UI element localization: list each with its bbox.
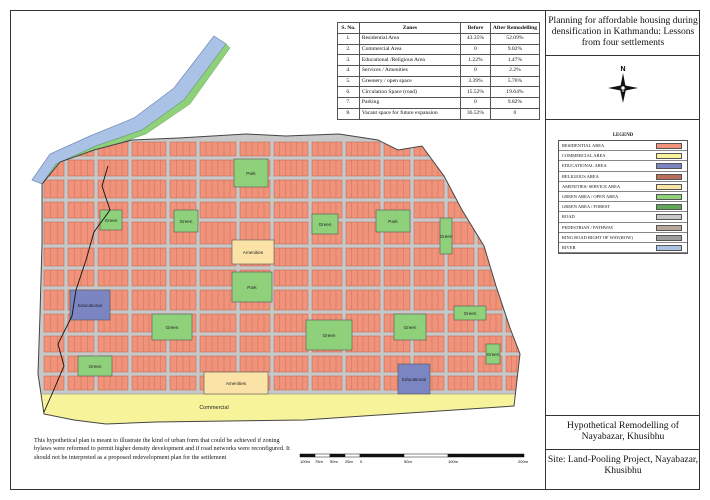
- legend-swatch: [656, 174, 682, 180]
- legend-label: RIVER: [562, 245, 576, 250]
- legend-row: [559, 233, 687, 243]
- zone-label: Green: [179, 219, 193, 224]
- table-cell: Residential Area: [359, 34, 460, 45]
- zone-label: Green: [486, 352, 500, 357]
- table-row: [338, 66, 540, 77]
- zone-label: Green: [318, 222, 332, 227]
- project-title: Planning for affordable housing during densification in Kathmandu: Lessons from four settlements: [546, 10, 700, 56]
- table-row: [338, 98, 540, 109]
- residential-block: [506, 160, 522, 176]
- legend-label: COMMERCIAL AREA: [562, 153, 606, 159]
- table-header: After Remodelling: [490, 23, 539, 34]
- table-row: [338, 108, 540, 119]
- residential-block: [478, 180, 502, 198]
- zone-label: Amenities: [225, 381, 247, 386]
- legend-label: EDUCATIONAL AREA: [562, 163, 607, 169]
- residential-block: [44, 290, 64, 310]
- table-cell: 7.: [338, 98, 360, 109]
- table-header: Before: [461, 23, 491, 34]
- scale-tick-label: 25m: [345, 459, 353, 464]
- table-cell: 0: [490, 108, 539, 119]
- legend-swatch: [656, 225, 682, 231]
- zone-label: Green: [403, 325, 417, 330]
- table-cell: 9.02%: [490, 44, 539, 55]
- residential-block: [414, 270, 444, 286]
- table-cell: 9.82%: [490, 98, 539, 109]
- legend-row: [559, 202, 687, 212]
- scale-segment: [330, 454, 345, 457]
- residential-block: [506, 248, 522, 266]
- zone-label: Green: [322, 333, 336, 338]
- scale-tick-label: 0: [360, 459, 363, 464]
- zoning-comparison-table: [337, 22, 540, 120]
- commercial-strip: [34, 394, 524, 424]
- residential-block: [414, 142, 444, 156]
- residential-block: [312, 290, 342, 310]
- scale-tick-label: 50m: [330, 459, 338, 464]
- legend-swatch: [656, 214, 682, 220]
- residential-block: [312, 376, 342, 390]
- remodel-caption: Hypothetical Remodelling of Nayabazar, Khusibhu: [546, 416, 700, 450]
- zone-label: Green: [463, 311, 477, 316]
- legend-row: [559, 243, 687, 253]
- legend: [558, 140, 688, 254]
- legend-row: [559, 151, 687, 161]
- table-cell: 19.64%: [490, 87, 539, 98]
- table-cell: 5.76%: [490, 76, 539, 87]
- residential-block: [44, 270, 64, 286]
- table-cell: 36.52%: [461, 108, 491, 119]
- residential-block: [240, 356, 270, 372]
- legend-label: AMENITIES/ SERVICE AREA: [562, 183, 621, 189]
- residential-block: [240, 142, 270, 156]
- scale-segment: [448, 454, 524, 457]
- residential-block: [44, 202, 64, 218]
- legend-label: RING ROAD RIGHT OF WAY(ROW): [562, 234, 633, 240]
- table-header-row: [338, 23, 540, 34]
- residential-block: [312, 270, 342, 286]
- table-cell: 3.: [338, 55, 360, 66]
- scale-tick-label: 200m: [518, 459, 529, 464]
- residential-block: [506, 142, 522, 156]
- residential-block: [312, 160, 342, 176]
- table-cell: 6.: [338, 87, 360, 98]
- residential-block: [448, 160, 474, 176]
- residential-block: [44, 356, 64, 372]
- residential-block: [478, 248, 502, 266]
- table-cell: Vacant space for future expansion: [359, 108, 460, 119]
- legend-label: PEDESTRIAN / PATHWAY: [562, 224, 614, 230]
- zone-label: Green: [88, 364, 102, 369]
- residential-block: [414, 180, 444, 198]
- zone-label: Park: [247, 285, 257, 290]
- table-cell: Services / Amenities: [359, 66, 460, 77]
- residential-block: [98, 160, 128, 176]
- table-header: Zones: [359, 23, 460, 34]
- residential-block: [44, 180, 64, 198]
- table-cell: 0: [461, 66, 491, 77]
- table-cell: Greenery / open space: [359, 76, 460, 87]
- scale-segment: [404, 454, 448, 457]
- residential-block: [506, 270, 522, 286]
- scale-segment: [300, 454, 315, 457]
- legend-swatch: [656, 235, 682, 241]
- residential-block: [98, 180, 128, 198]
- residential-block: [312, 180, 342, 198]
- legend-label: RESIDENTIAL AREA: [562, 143, 605, 148]
- residential-block: [506, 180, 522, 198]
- legend-swatch: [656, 245, 682, 251]
- legend-row: [559, 161, 687, 171]
- table-cell: 1.: [338, 34, 360, 45]
- zone-label: Green: [439, 234, 453, 239]
- scale-tick-label: 75m: [315, 459, 323, 464]
- legend-title: LEGEND: [612, 133, 634, 138]
- residential-block: [506, 202, 522, 218]
- table-row: [338, 87, 540, 98]
- table-cell: 3.39%: [461, 76, 491, 87]
- residential-block: [240, 202, 270, 218]
- table-cell: 8.: [338, 108, 360, 119]
- table-cell: 43.35%: [461, 34, 491, 45]
- residential-block: [98, 336, 128, 352]
- zone-label: Green: [165, 325, 179, 330]
- zone-label: Educational: [77, 303, 103, 308]
- scale-tick-label: 50m: [404, 459, 412, 464]
- residential-block: [98, 376, 128, 390]
- table-cell: 52.09%: [490, 34, 539, 45]
- legend-swatch: [656, 163, 682, 169]
- residential-block: [414, 202, 444, 218]
- scale-tick-label: 100m: [448, 459, 459, 464]
- legend-row: [559, 223, 687, 233]
- legend-swatch: [656, 184, 682, 190]
- table-cell: 2.2%: [490, 66, 539, 77]
- residential-block: [98, 270, 128, 286]
- residential-block: [312, 248, 342, 266]
- legend-row: [559, 212, 687, 222]
- table-row: [338, 55, 540, 66]
- scale-segment: [360, 454, 404, 457]
- north-arrow-box: [546, 56, 700, 120]
- table-cell: Educational /Religious Area: [359, 55, 460, 66]
- residential-block: [414, 160, 444, 176]
- legend-row: [559, 141, 687, 151]
- residential-block: [506, 290, 522, 310]
- table-cell: Circulation Space (road): [359, 87, 460, 98]
- zone-label: Park: [388, 219, 398, 224]
- scale-tick-label: 100m: [300, 459, 311, 464]
- legend-label: GREEN AREA / FOREST: [562, 204, 611, 210]
- legend-label: RELIGIOUS AREA: [562, 173, 599, 179]
- table-cell: Commercial Area: [359, 44, 460, 55]
- legend-swatch: [656, 153, 682, 159]
- residential-block: [44, 222, 64, 244]
- zone-label: Amenities: [242, 250, 264, 255]
- legend-box: [546, 120, 700, 416]
- table-cell: 2.: [338, 44, 360, 55]
- residential-block: [506, 222, 522, 244]
- zone-label: Commercial: [199, 405, 229, 411]
- residential-block: [240, 336, 270, 352]
- disclaimer-note: This hypothetical plan is meant to illustrate the kind of urban form that could be achieved if zoning bylaws were reformed to permit higher density development and if road networks were reconfigured. It should not be interpreted as a proposed redevelopment plan for the settlement: [34, 437, 290, 461]
- table-row: [338, 44, 540, 55]
- legend-swatch: [656, 204, 682, 210]
- residential-block: [414, 222, 444, 244]
- residential-block: [478, 142, 502, 156]
- residential-block: [448, 180, 474, 198]
- scale-bar: [298, 452, 530, 464]
- residential-block: [506, 376, 522, 390]
- residential-block: [478, 160, 502, 176]
- residential-block: [414, 248, 444, 266]
- site-caption: Site: Land-Pooling Project, Nayabazar, Khusibhu: [547, 454, 699, 476]
- north-arrow-icon: [546, 56, 700, 120]
- legend-swatch: [656, 143, 682, 149]
- residential-block: [44, 314, 64, 332]
- table-cell: 0: [461, 44, 491, 55]
- legend-row: [559, 182, 687, 192]
- title-panel: [545, 10, 700, 490]
- table-row: [338, 76, 540, 87]
- legend-swatch: [656, 194, 682, 200]
- scale-segment: [345, 454, 360, 457]
- residential-block: [478, 222, 502, 244]
- table-cell: 0: [461, 98, 491, 109]
- residential-block: [312, 356, 342, 372]
- residential-block: [448, 142, 474, 156]
- residential-block: [98, 248, 128, 266]
- table-cell: Parking: [359, 98, 460, 109]
- table-cell: 1.22%: [461, 55, 491, 66]
- residential-block: [44, 248, 64, 266]
- table-cell: 5.: [338, 76, 360, 87]
- residential-block: [240, 314, 270, 332]
- legend-row: [559, 192, 687, 202]
- zone-label: Park: [246, 171, 256, 176]
- residential-block: [478, 202, 502, 218]
- north-label: N: [620, 66, 626, 73]
- table-row: [338, 34, 540, 45]
- residential-block: [414, 290, 444, 310]
- legend-row: [559, 172, 687, 182]
- residential-block: [44, 376, 64, 390]
- table-cell: 4.: [338, 66, 360, 77]
- residential-block: [312, 142, 342, 156]
- table-cell: 15.52%: [461, 87, 491, 98]
- legend-label: ROAD: [562, 214, 575, 220]
- zone-label: Educational: [401, 377, 427, 382]
- table-header: S. No.: [338, 23, 360, 34]
- scale-segment: [315, 454, 330, 457]
- table-cell: 1.47%: [490, 55, 539, 66]
- zone-label: Green: [104, 218, 118, 223]
- legend-label: GREEN AREA / OPEN AREA: [562, 194, 619, 199]
